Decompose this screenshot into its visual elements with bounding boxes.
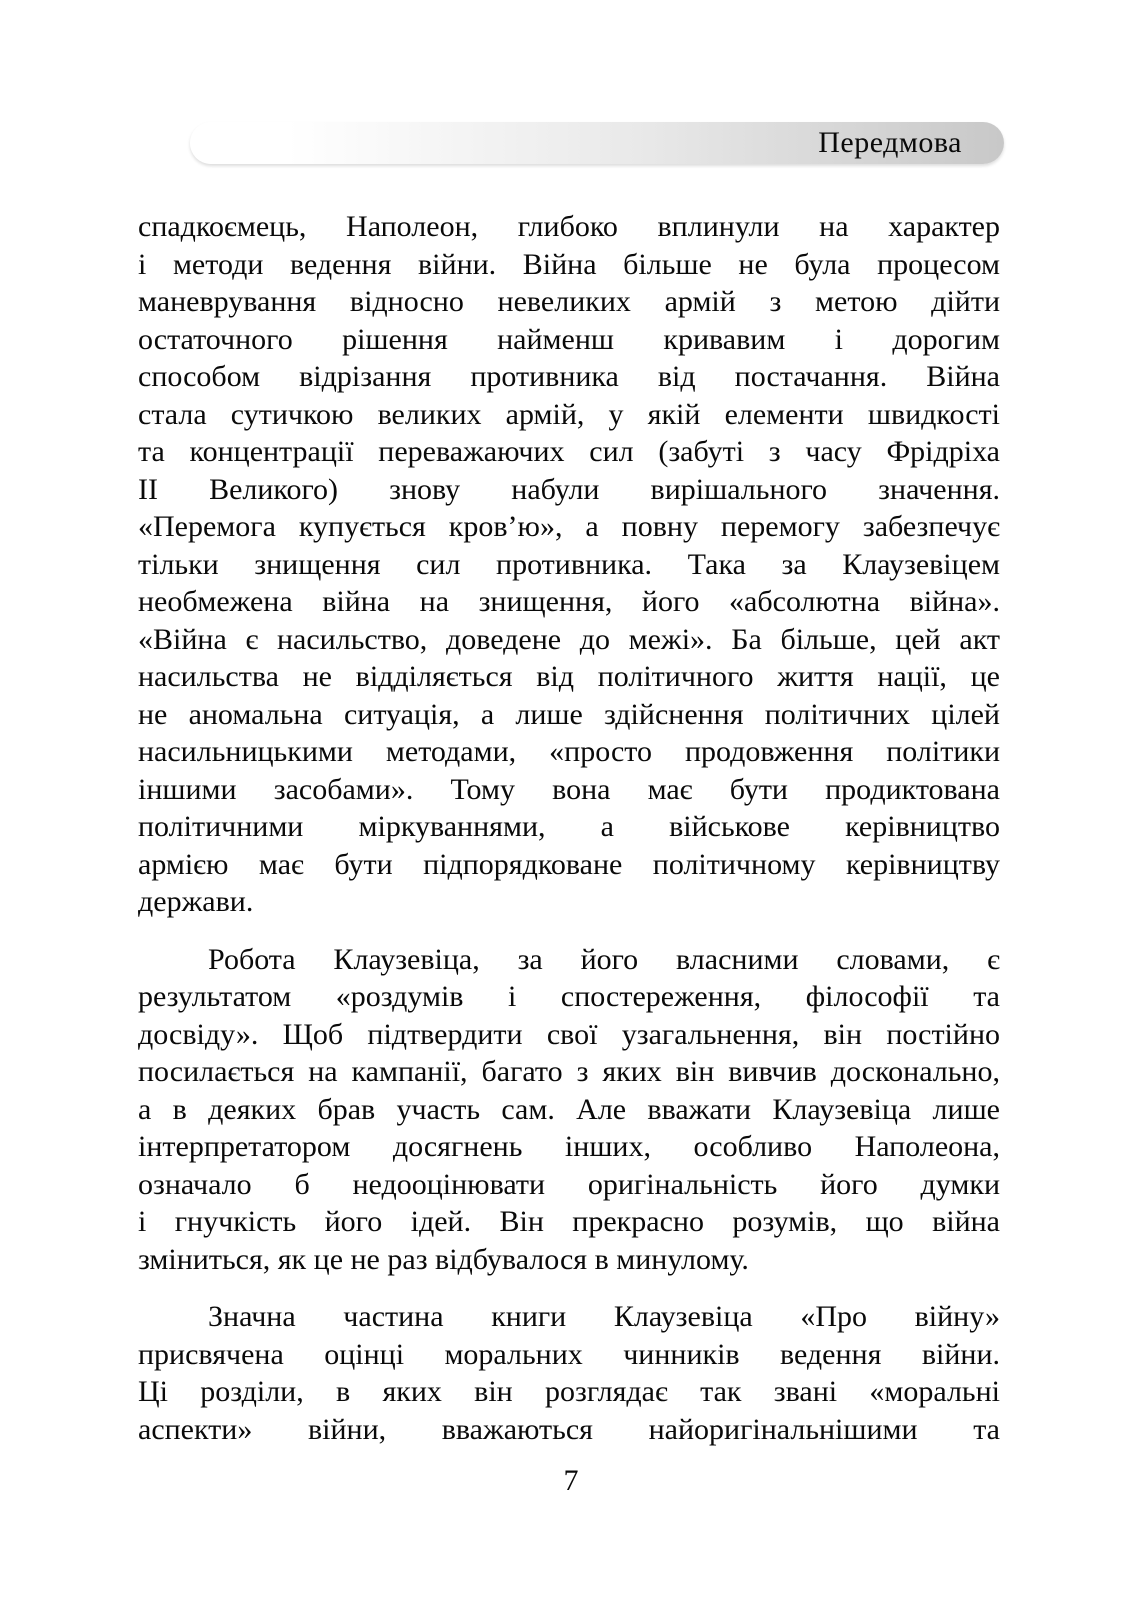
chapter-header-bar (190, 122, 1004, 164)
text-line: досвіду». Щоб підтвердити свої узагальнення, він постійно (138, 1017, 1000, 1051)
paragraph (138, 208, 1000, 921)
text-line: насильницькими методами, «просто продовження політики (138, 735, 1000, 768)
text-line: насильства не відділяється від політичного життя нації, це (138, 660, 1000, 693)
paragraph (138, 941, 1000, 1279)
text-line: результатом «роздумів і спостереження, філософії та (138, 980, 1000, 1013)
text-line: і методи ведення війни. Війна більше не була процесом (138, 247, 1000, 281)
text-line: необмежена війна на знищення, його «абсолютна війна». (138, 585, 1000, 618)
text-line: Робота Клаузевіца, за його власними словами, є (208, 942, 1000, 976)
text-line: «Перемога купується кров’ю», а повну перемогу забезпечує (138, 510, 1000, 543)
text-line: способом відрізання противника від постачання. Війна (138, 360, 1000, 393)
text-line: не аномальна ситуація, а лише здійснення політичних цілей (138, 697, 1000, 731)
text-line: політичними міркуваннями, а військове керівництво (138, 810, 1000, 843)
text-line: присвячена оцінці моральних чинників ведення війни. (138, 1337, 1000, 1371)
text-line: остаточного рішення найменш кривавим і дорогим (138, 322, 1000, 356)
text-line: іншими засобами». Тому вона має бути продиктована (138, 772, 1000, 806)
text-line: армією має бути підпорядковане політичному керівництву (138, 847, 1000, 881)
text-line: стала сутичкою великих армій, у якій елементи швидкості (138, 397, 1000, 431)
text-line: посилається на кампанії, багато з яких він вивчив досконально, (138, 1055, 1000, 1088)
text-line: «Війна є насильство, доведене до межі». Ба більше, цей акт (138, 622, 1000, 656)
text-line: спадкоємець, Наполеон, глибоко вплинули на характер (138, 210, 1000, 243)
text-line: ІІ Великого) знову набули вирішального значення. (138, 472, 1000, 506)
text-line: та концентрації переважаючих сил (забуті з часу Фрідріха (138, 435, 1000, 468)
text-line: маневрування відносно невеликих армій з метою дійти (138, 285, 1000, 318)
text-line: а в деяких брав участь сам. Але вважати Клаузевіца лише (138, 1092, 1000, 1126)
text-line: інтерпретатором досягнень інших, особливо Наполеона, (138, 1130, 1000, 1163)
paragraph (138, 1298, 1000, 1448)
text-line: Значна частина книги Клаузевіца «Про війну» (208, 1300, 1000, 1333)
text-line: означало б недооцінювати оригінальність його думки (138, 1167, 1000, 1201)
page-body (138, 208, 1000, 1448)
text-line: держави. (138, 885, 254, 918)
text-line: Ці розділи, в яких він розглядає так звані «моральні (138, 1375, 1000, 1408)
page-number: 7 (563, 1464, 579, 1497)
text-line: зміниться, як це не раз відбувалося в минулому. (138, 1242, 749, 1276)
text-line: і гнучкість його ідей. Він прекрасно розумів, що війна (138, 1205, 1000, 1238)
text-line: тільки знищення сил противника. Така за Клаузевіцем (138, 547, 1000, 581)
text-line: аспекти» війни, вважаються найоригінальнішими та (138, 1412, 1000, 1446)
chapter-title: Передмова (818, 126, 962, 159)
